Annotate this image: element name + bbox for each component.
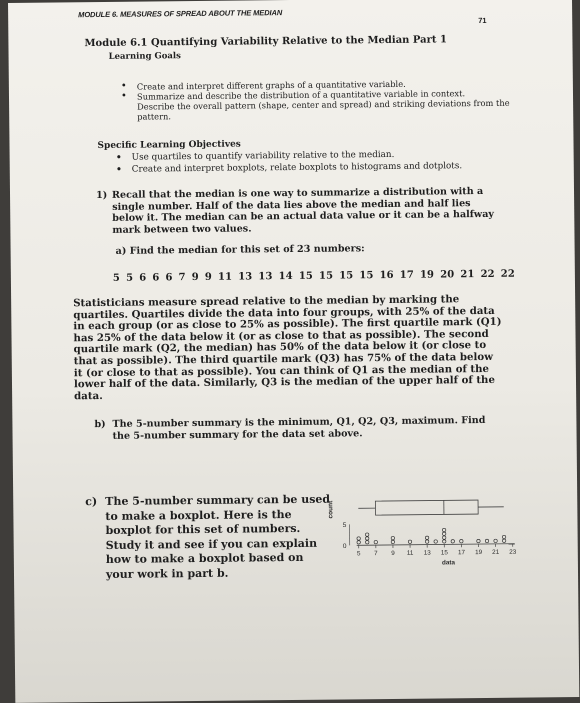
- question-1-text: Recall that the median is one way to summarize a distribution with a single number. Half of the data lies above the median and half lies below it. The median can be an actual data value or it can be a halfway mark between two values.: [112, 186, 496, 236]
- x-axis-label: data: [442, 559, 456, 566]
- learning-goals-heading: Learning Goals: [109, 51, 181, 62]
- x-tick-label: 15: [441, 549, 449, 556]
- data-dot: [485, 539, 488, 542]
- quartiles-paragraph: Statisticians measure spread relative to the median by marking the quartiles. Quartiles divide the data into four groups, with 25% of the data in each group (or as close to 25% as possible). The first quartile mark (Q1) has 25% of the data below it (or as close to that as possible). The second quartile mark (Q2, the median) has 50% of the data below it (or close to that as possible). The third quartile mark (Q3) has 75% of the data below it (or close to that as possible). You can think of Q1 as the median of the lower half of the data. Similarly, Q3 is the median of the upper half of the data.: [73, 294, 504, 403]
- objective-item: • Create and interpret boxplots, relate boxplots to histograms and dotplots.: [116, 160, 516, 176]
- x-tick-label: 13: [424, 550, 432, 557]
- data-dot: [460, 540, 463, 543]
- data-dot: [391, 540, 394, 543]
- boxplot-dotplot-chart: [318, 486, 519, 578]
- y-axis-label: count: [327, 500, 334, 519]
- part-c: [85, 493, 331, 583]
- data-dot: [365, 533, 368, 536]
- y-tick-label: 5: [343, 522, 347, 529]
- part-c-label: c): [85, 495, 97, 510]
- data-dot: [494, 539, 497, 542]
- data-dot: [451, 540, 454, 543]
- learning-goal-item: • Create and interpret different graphs of a quantitative variable.: [121, 78, 521, 92]
- data-dot: [365, 537, 368, 540]
- x-tick-label: 17: [458, 549, 466, 556]
- part-a-prompt: a) Find the median for this set of 23 numbers:: [116, 243, 365, 257]
- specific-objectives-heading: Specific Learning Objectives: [97, 140, 240, 152]
- objective-item: • Use quartiles to quantify variability relative to the median.: [116, 148, 516, 164]
- learning-goals-list: [121, 78, 521, 122]
- x-tick-label: 21: [492, 549, 500, 556]
- module-heading: Module 6.1 Quantifying Variability Relative to the Median Part 1: [84, 34, 447, 49]
- x-tick-label: 9: [391, 550, 395, 557]
- data-dot: [443, 540, 446, 543]
- data-dot: [391, 536, 394, 539]
- page-number: 71: [478, 16, 486, 25]
- y-tick-label: 0: [343, 543, 347, 550]
- data-dot: [425, 540, 428, 543]
- x-tick-label: 11: [407, 550, 414, 557]
- data-dot: [366, 541, 369, 544]
- question-1: [96, 186, 496, 236]
- question-number: 1): [96, 190, 107, 202]
- data-dot: [434, 540, 437, 543]
- part-b: [94, 415, 504, 443]
- part-c-text: The 5-number summary can be used to make a boxplot. Here is the boxplot for this set of numbers. Study it and see if you can explain how to make a boxplot based on your work in part b.: [105, 493, 331, 583]
- data-dot: [502, 535, 505, 538]
- learning-goal-item: • Summarize and describe the distribution of a quantitative variable in context.: [121, 88, 521, 102]
- specific-objectives-list: [116, 148, 516, 176]
- worksheet-page: [8, 0, 579, 703]
- x-tick-label: 23: [509, 549, 517, 556]
- data-dot: [374, 540, 377, 543]
- data-dot: [357, 537, 360, 540]
- x-tick-label: 5: [357, 550, 361, 557]
- part-b-label: b): [94, 419, 105, 431]
- data-dot: [502, 539, 505, 542]
- part-b-text: The 5-number summary is the minimum, Q1, Q2, Q3, maximum. Find the 5-number summary for the data set above.: [112, 415, 504, 443]
- data-dot: [442, 536, 445, 539]
- data-dot: [442, 528, 445, 531]
- x-tick-label: 7: [374, 550, 378, 557]
- x-axis-line: [357, 544, 515, 546]
- box: [375, 500, 478, 515]
- data-dot: [357, 541, 360, 544]
- data-dot: [408, 540, 411, 543]
- data-dot: [442, 532, 445, 535]
- data-dot: [477, 539, 480, 542]
- data-set-numbers: 5 5 6 6 6 7 9 9 11 13 13 14 15 15 15 15 16 17 19 20 21 22 22: [113, 269, 515, 284]
- running-header: MODULE 6. MEASURES OF SPREAD ABOUT THE MEDIAN: [78, 8, 282, 19]
- data-dot: [425, 536, 428, 539]
- learning-goal-item: Describe the overall pattern (shape, center and spread) and striking deviations from the pattern.: [121, 98, 521, 122]
- x-tick-label: 19: [475, 549, 483, 556]
